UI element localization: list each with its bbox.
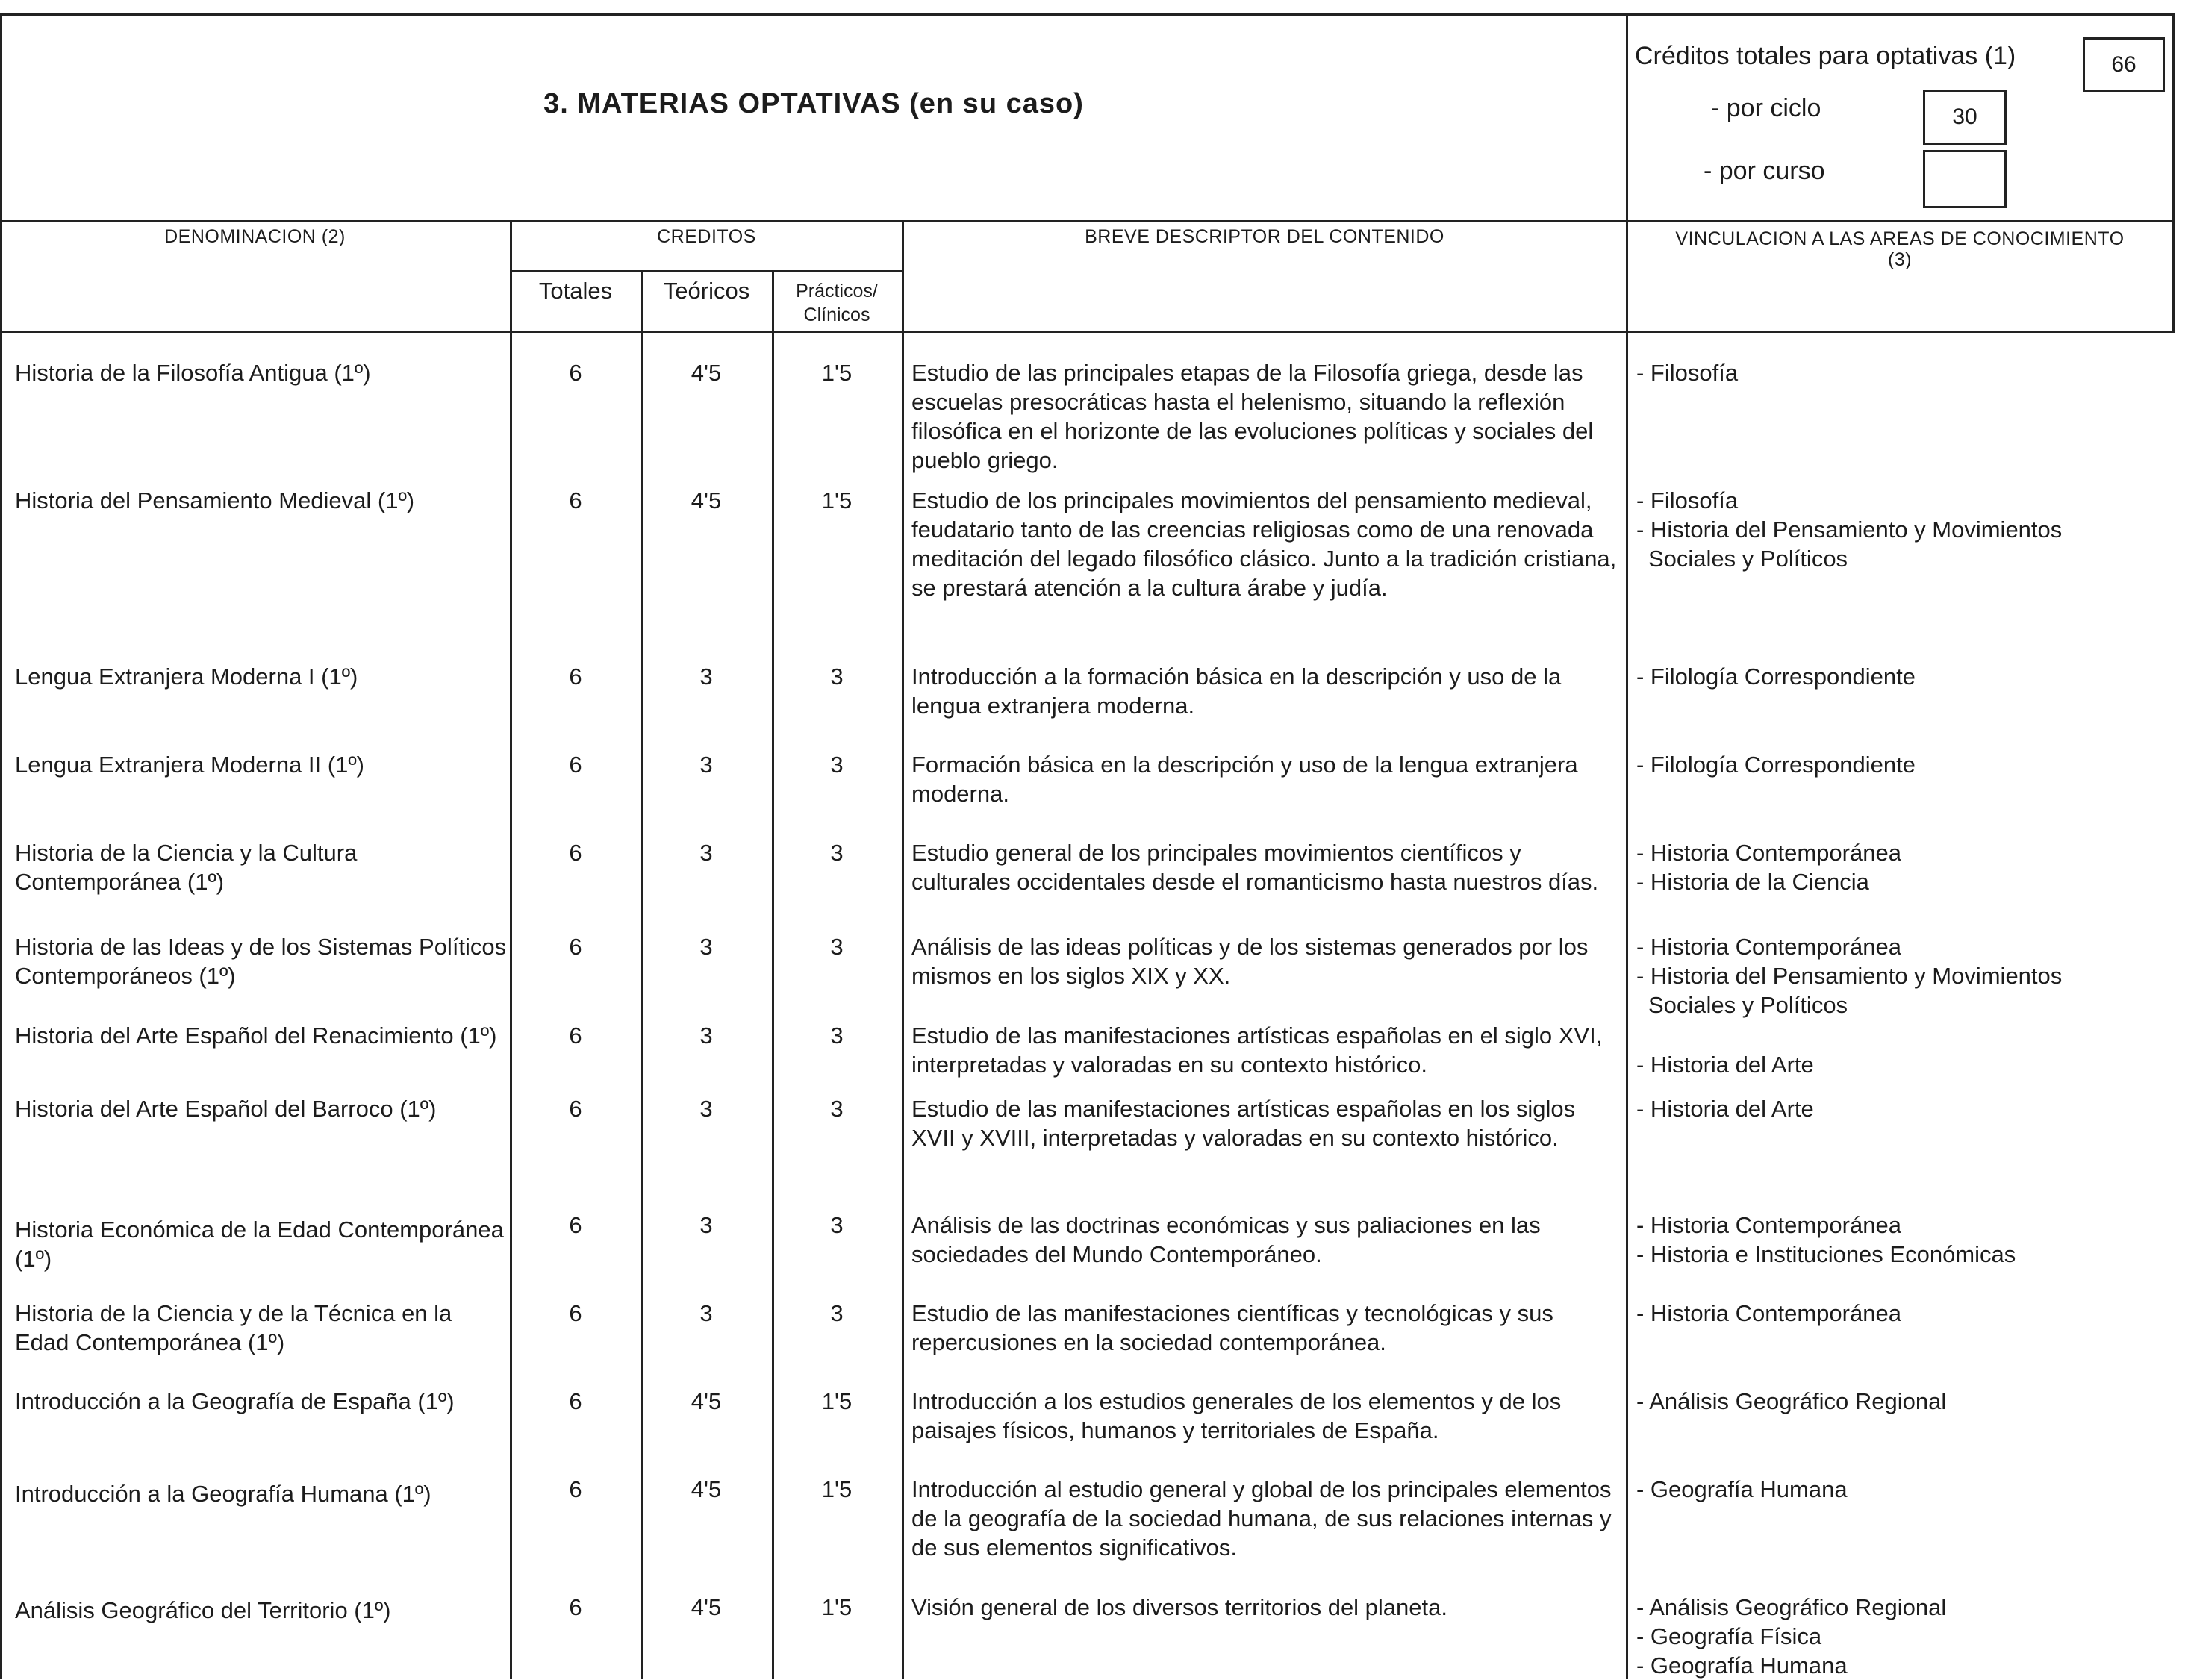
row-totales: 6 bbox=[569, 1096, 582, 1122]
area-item: Sociales y Políticos bbox=[1648, 992, 1848, 1018]
title-main: 3. MATERIAS OPTATIVAS bbox=[543, 88, 901, 119]
row-totales: 6 bbox=[569, 934, 582, 960]
row-areas bbox=[1636, 358, 2174, 387]
header-teoricos: Teóricos bbox=[663, 278, 750, 304]
header-denominacion: DENOMINACION (2) bbox=[164, 226, 346, 247]
row-descriptor: Introducción a los estudios generales de los elementos y de los paisajes físicos, humanos y territoriales de España. bbox=[911, 1388, 1562, 1443]
por-curso-box bbox=[1923, 150, 2007, 208]
header-practicos-line2: Clínicos bbox=[803, 305, 870, 325]
row-teoricos: 3 bbox=[699, 1022, 713, 1049]
por-ciclo-box: 30 bbox=[1923, 90, 2007, 145]
area-item: - Historia del Pensamiento y Movimientos bbox=[1636, 516, 2063, 543]
header-descriptor: BREVE DESCRIPTOR DEL CONTENIDO bbox=[1085, 226, 1444, 247]
row-totales: 6 bbox=[569, 360, 582, 386]
area-item: - Análisis Geográfico Regional bbox=[1636, 1594, 1947, 1620]
area-item: - Filología Correspondiente bbox=[1636, 663, 1916, 690]
row-practicos: 3 bbox=[830, 1212, 844, 1238]
area-item: - Historia Contemporánea bbox=[1636, 934, 1901, 960]
row-areas bbox=[1636, 932, 2174, 1019]
col-line-totales bbox=[641, 270, 643, 1679]
row-name: Lengua Extranjera Moderna I (1º) bbox=[15, 663, 358, 690]
row-totales: 6 bbox=[569, 1022, 582, 1049]
header-vinculacion bbox=[1627, 228, 2172, 270]
row-areas bbox=[1636, 1094, 2174, 1123]
area-item bbox=[1636, 1021, 2174, 1050]
row-practicos: 1'5 bbox=[821, 360, 853, 386]
area-item: - Análisis Geográfico Regional bbox=[1636, 1388, 1947, 1414]
row-teoricos: 4'5 bbox=[691, 487, 722, 513]
row-descriptor: Estudio de las manifestaciones artísticas españolas en el siglo XVI, interpretadas y valoradas en su contexto histórico. bbox=[911, 1022, 1603, 1078]
area-item: - Historia del Pensamiento y Movimientos bbox=[1636, 963, 2063, 989]
area-item: - Historia del Arte bbox=[1636, 1052, 1814, 1078]
row-practicos: 1'5 bbox=[821, 1388, 853, 1414]
row-name: Historia Económica de la Edad Contemporánea (1º) bbox=[15, 1217, 504, 1272]
row-areas bbox=[1636, 486, 2174, 573]
row-descriptor: Formación básica en la descripción y uso de la lengua extranjera moderna. bbox=[911, 752, 1578, 807]
row-name: Historia del Arte Español del Barroco (1º) bbox=[15, 1096, 437, 1122]
row-practicos: 3 bbox=[830, 934, 844, 960]
row-descriptor: Análisis de las doctrinas económicas y sus paliaciones en las sociedades del Mundo Contemporáneo. bbox=[911, 1212, 1541, 1267]
right-border bbox=[2172, 13, 2175, 333]
row-areas bbox=[1636, 1021, 2174, 1079]
row-areas bbox=[1636, 838, 2174, 896]
col-line-practicos bbox=[902, 220, 904, 1679]
row-name: Historia de la Filosofía Antigua (1º) bbox=[15, 360, 371, 386]
row-name: Introducción a la Geografía de España (1º) bbox=[15, 1388, 455, 1414]
row-totales: 6 bbox=[569, 752, 582, 778]
row-teoricos: 3 bbox=[699, 840, 713, 866]
header-totales: Totales bbox=[538, 278, 613, 304]
row-areas bbox=[1636, 750, 2174, 779]
row-name: Lengua Extranjera Moderna II (1º) bbox=[15, 752, 364, 778]
row-practicos: 3 bbox=[830, 1300, 844, 1326]
row-teoricos: 3 bbox=[699, 752, 713, 778]
row-practicos: 3 bbox=[830, 1022, 844, 1049]
por-ciclo-label: - por ciclo bbox=[1711, 94, 1821, 122]
left-border bbox=[0, 13, 2, 1679]
row-descriptor: Introducción al estudio general y global de los principales elementos de la geografía de la sociedad humana, de sus relaciones internas y de sus elementos significativos. bbox=[911, 1476, 1612, 1561]
row-practicos: 3 bbox=[830, 840, 844, 866]
row-practicos: 1'5 bbox=[821, 1594, 853, 1620]
column-header-bottom-border bbox=[0, 331, 2175, 333]
area-item: - Filología Correspondiente bbox=[1636, 752, 1916, 778]
row-totales: 6 bbox=[569, 663, 582, 690]
row-name: Historia de la Ciencia y de la Técnica en la Edad Contemporánea (1º) bbox=[15, 1300, 452, 1355]
header-vinculacion-note: (3) bbox=[1887, 249, 1913, 270]
row-descriptor: Estudio de los principales movimientos del pensamiento medieval, feudatario tanto de las creencias religiosas como de una renovada meditación del legado filosófico clásico. Junto a la tradición cristiana, se prestará atención a la cultura árabe y judía. bbox=[911, 487, 1617, 601]
credits-total-box: 66 bbox=[2083, 37, 2165, 92]
row-descriptor: Estudio de las manifestaciones científicas y tecnológicas y sus repercusiones en la sociedad contemporánea. bbox=[911, 1300, 1553, 1355]
area-item: - Filosofía bbox=[1636, 487, 1739, 513]
row-descriptor: Estudio general de los principales movimientos científicos y culturales occidentales desde el romanticismo hasta nuestros días. bbox=[911, 840, 1599, 895]
row-name: Análisis Geográfico del Territorio (1º) bbox=[15, 1597, 391, 1623]
area-item: Sociales y Políticos bbox=[1648, 546, 1848, 572]
row-practicos: 1'5 bbox=[821, 487, 853, 513]
row-practicos: 1'5 bbox=[821, 1476, 853, 1502]
row-teoricos: 3 bbox=[699, 934, 713, 960]
row-practicos: 3 bbox=[830, 752, 844, 778]
row-descriptor: Estudio de las principales etapas de la Filosofía griega, desde las escuelas presocráticas hasta el helenismo, situando la reflexión filosófica en el horizonte de las evoluciones políticas y sociales del pueblo griego. bbox=[911, 360, 1594, 473]
row-totales: 6 bbox=[569, 840, 582, 866]
row-teoricos: 3 bbox=[699, 1212, 713, 1238]
area-item: - Geografía Humana bbox=[1636, 1652, 1848, 1679]
area-item: - Geografía Física bbox=[1636, 1623, 1822, 1649]
row-teoricos: 4'5 bbox=[691, 1476, 722, 1502]
row-name: Historia de las Ideas y de los Sistemas Políticos Contemporáneos (1º) bbox=[15, 934, 507, 989]
row-areas bbox=[1636, 1211, 2174, 1269]
row-totales: 6 bbox=[569, 1300, 582, 1326]
area-item: - Historia de la Ciencia bbox=[1636, 869, 1869, 895]
credits-total-label: Créditos totales para optativas (1) bbox=[1635, 42, 2016, 70]
row-practicos: 3 bbox=[830, 663, 844, 690]
row-practicos: 3 bbox=[830, 1096, 844, 1122]
area-item: - Historia Contemporánea bbox=[1636, 1212, 1901, 1238]
row-teoricos: 4'5 bbox=[691, 1388, 722, 1414]
row-totales: 6 bbox=[569, 1476, 582, 1502]
row-totales: 6 bbox=[569, 1212, 582, 1238]
row-totales: 6 bbox=[569, 1388, 582, 1414]
area-item: - Historia del Arte bbox=[1636, 1096, 1814, 1122]
area-item: - Geografía Humana bbox=[1636, 1476, 1848, 1502]
page-title bbox=[0, 88, 1627, 120]
area-item: - Historia Contemporánea bbox=[1636, 1300, 1901, 1326]
col-line-teoricos bbox=[772, 270, 774, 1679]
row-areas bbox=[1636, 1593, 2174, 1680]
row-areas bbox=[1636, 1387, 2174, 1416]
row-teoricos: 3 bbox=[699, 1096, 713, 1122]
row-areas bbox=[1636, 662, 2174, 691]
row-descriptor: Introducción a la formación básica en la descripción y uso de la lengua extranjera moderna. bbox=[911, 663, 1562, 719]
row-name: Historia del Pensamiento Medieval (1º) bbox=[15, 487, 415, 513]
row-areas bbox=[1636, 1299, 2174, 1328]
area-item: - Historia e Instituciones Económicas bbox=[1636, 1241, 2016, 1267]
header-creditos: CREDITOS bbox=[657, 226, 756, 247]
row-name: Introducción a la Geografía Humana (1º) bbox=[15, 1481, 431, 1507]
header-practicos bbox=[772, 279, 902, 327]
row-descriptor: Visión general de los diversos territorios del planeta. bbox=[911, 1594, 1447, 1620]
header-bottom-border bbox=[0, 220, 2175, 222]
row-teoricos: 4'5 bbox=[691, 1594, 722, 1620]
row-teoricos: 4'5 bbox=[691, 360, 722, 386]
row-teoricos: 3 bbox=[699, 1300, 713, 1326]
row-totales: 6 bbox=[569, 487, 582, 513]
area-item: - Historia Contemporánea bbox=[1636, 840, 1901, 866]
area-item: - Filosofía bbox=[1636, 360, 1739, 386]
row-totales: 6 bbox=[569, 1594, 582, 1620]
creditos-split-line bbox=[510, 270, 903, 272]
title-sub: (en su caso) bbox=[909, 88, 1084, 119]
row-descriptor: Estudio de las manifestaciones artísticas españolas en los siglos XVII y XVIII, interpretadas y valoradas en su contexto histórico. bbox=[911, 1096, 1576, 1151]
top-border bbox=[0, 13, 2175, 16]
header-practicos-line1: Prácticos/ bbox=[796, 281, 878, 302]
row-name: Historia del Arte Español del Renacimiento (1º) bbox=[15, 1022, 497, 1049]
row-teoricos: 3 bbox=[699, 663, 713, 690]
header-vinculacion-text: VINCULACION A LAS AREAS DE CONOCIMIENTO bbox=[1675, 228, 2125, 249]
por-curso-label: - por curso bbox=[1704, 157, 1825, 185]
row-name: Historia de la Ciencia y la Cultura Contemporánea (1º) bbox=[15, 840, 358, 895]
row-descriptor: Análisis de las ideas políticas y de los sistemas generados por los mismos en los siglos XIX y XX. bbox=[911, 934, 1589, 989]
row-areas bbox=[1636, 1475, 2174, 1504]
